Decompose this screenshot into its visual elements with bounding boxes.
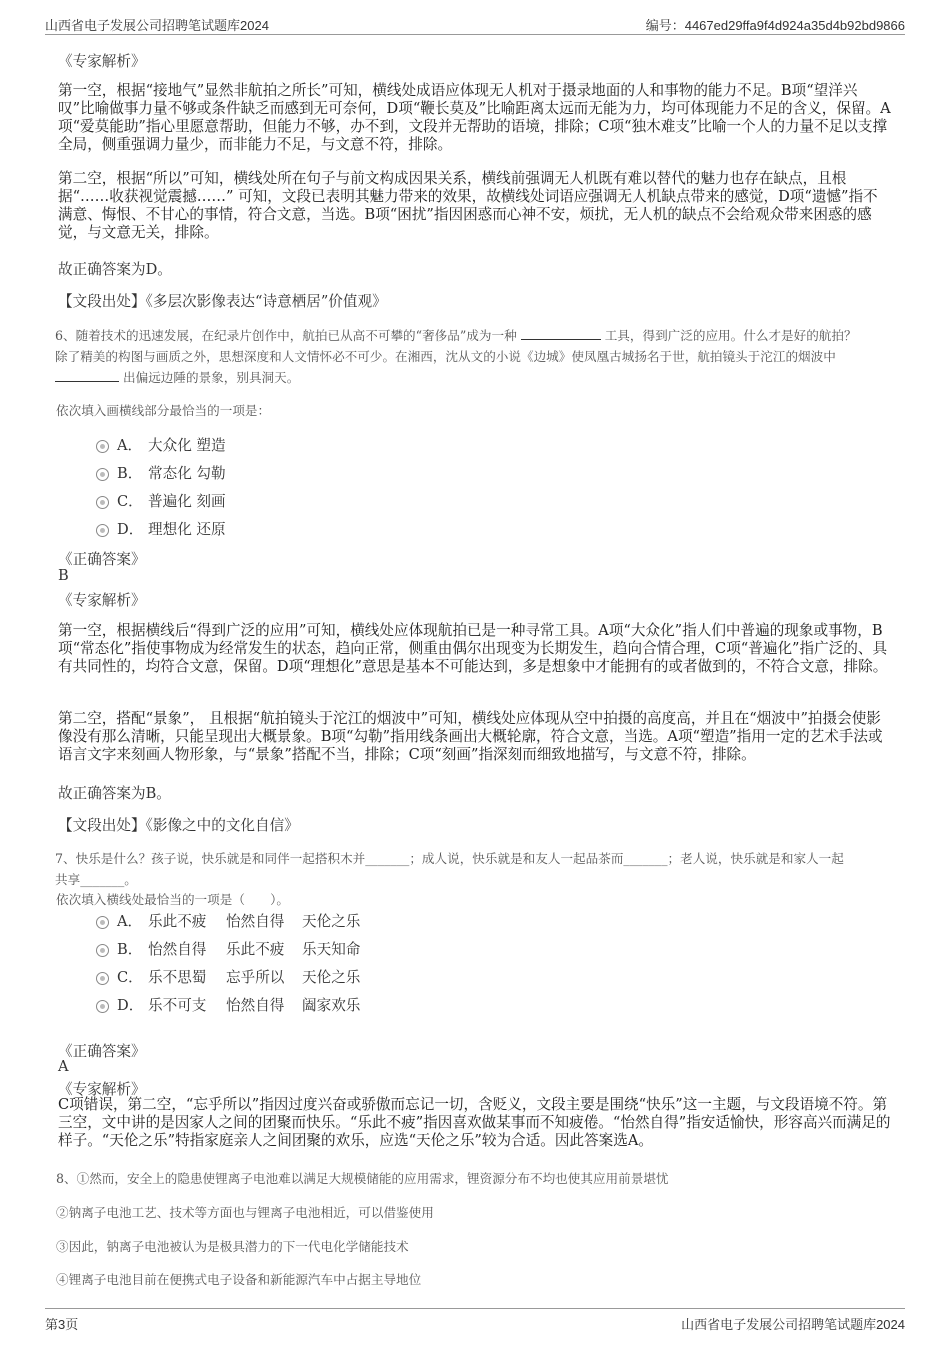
expert-analysis-label: 《专家解析》 [58,1081,146,1098]
radio-button-icon[interactable] [96,944,109,957]
question-instruction: 依次填入画横线部分最恰当的一项是： [56,403,271,418]
correct-answer-statement: 故正确答案为D。 [58,261,172,278]
sentence-4: ④锂离子电池目前在便携式电子设备和新能源汽车中占据主导地位 [56,1272,422,1287]
footer-title: 山西省电子发展公司招聘笔试题库2024 [681,1317,905,1332]
radio-button-icon[interactable] [96,1000,109,1013]
radio-button-icon[interactable] [96,496,109,509]
radio-button-icon[interactable] [96,468,109,481]
radio-button-icon[interactable] [96,524,109,537]
correct-answer-statement: 故正确答案为B。 [58,785,171,802]
correct-answer-value: B [58,567,69,584]
question-8-stem: 8、①然而，安全上的隐患使锂离子电池难以满足大规模储能的应用需求，锂资源分布不均也使其应用前景堪忧 [56,1171,669,1186]
page-header [45,12,905,35]
header-doc-id: 编号：4467ed29ffa9f4d924a35d4b92bd9866 [645,18,905,33]
expert-analysis-label: 《专家解析》 [58,592,146,609]
analysis-paragraph: C项错误，第二空，“忘乎所以”指因过度兴奋或骄傲而忘记一切，含贬义，文段主要是围绕“快乐”这一主题，与文段语境不符。第三空，文中讲的是因家人之间的团聚而快乐。“乐此不疲”指因喜欢做某事而不知疲倦。“怡然自得”指安适愉快，形容高兴而满足的样子。“天伦之乐”特指家庭亲人之间团聚的欢乐，应选“天伦之乐”较为合适。因此答案选A。 [58,1096,891,1149]
analysis-paragraph: 第一空，根据横线后“得到广泛的应用”可知，横线处应体现航拍已是一种寻常工具。A项“大众化”指人们中普遍的现象或事物，B项“常态化”指使事物成为经常发生的状态，趋向正常，侧重由偶尔出现变为长期发生，趋向合情合理，C项“普遍化”指广泛的、具有共同性的，均符合文意，保留。D项“理想化”意思是基本不可能达到，多是想象中才能拥有的或者做到的，不符合文意，排除。 [58,622,888,675]
question-7-stem: 7、快乐是什么？孩子说，快乐就是和同伴一起搭积木并_______；成人说，快乐就是和友人一起品茶而_______；老人说，快乐就是和家人一起 共享_______。 [55,851,844,887]
sentence-3: ③因此，钠离子电池被认为是极具潜力的下一代电化学储能技术 [56,1239,409,1254]
correct-answer-value: A [58,1058,69,1075]
radio-button-icon[interactable] [96,440,109,453]
question-instruction: 依次填入横线处最恰当的一项是（ ）。 [56,892,289,907]
question-6-stem: 6、随着技术的迅速发展，在纪录片创作中，航拍已从高不可攀的“奢侈品”成为一种 工具，得到广泛的应用。什么才是好的航拍？ 除了精美的构图与画质之外，思想深度和人文情怀必不可少。在湘西，沈从文的小说《边城》使凤凰古城扬名于世，航拍镜头于沱江的烟波中 出偏远边陲的景象，别具洞天。 [55,328,857,385]
analysis-paragraph: 第一空，根据“接地气”显然非航拍之所长”可知，横线处成语应体现无人机对于摄录地面的人和事物的能力不足。B项“望洋兴叹”比喻做事力量不够或条件缺乏而感到无可奈何，D项“鞭长莫及”比喻距离太远而无能为力，均可体现能力不足的含义，保留。A项“爱莫能助”指心里愿意帮助，但能力不够，办不到，文段并无帮助的语境，排除；C项“独木难支”比喻一个人的力量不足以支撑全局，侧重强调力量少，而非能力不足，与文意不符，排除。 [58,82,891,153]
header-title: 山西省电子发展公司招聘笔试题库2024 [45,18,269,33]
expert-analysis-label: 《专家解析》 [58,53,146,70]
analysis-paragraph: 第二空，搭配“景象”， 且根据“航拍镜头于沱江的烟波中”可知，横线处应体现从空中拍摄的高度高，并且在“烟波中”拍摄会使影像没有那么清晰，只能呈现出大概景象。B项“勾勒”指用线条画出大概轮廓，符合文意，当选。A项“塑造”指用一定的艺术手法或语言文字来刻画人物形象，与“景象”搭配不当，排除；C项“刻画”指深刻而细致地描写，与文意不符，排除。 [58,710,883,763]
radio-button-icon[interactable] [96,916,109,929]
page-footer [45,1308,905,1333]
correct-answer-label: 《正确答案》 [58,551,146,568]
correct-answer-label: 《正确答案》 [58,1043,146,1060]
text-source: 【文段出处】《多层次影像表达“诗意栖居”价值观》 [58,293,387,310]
analysis-paragraph: 第二空，根据“所以”可知，横线处所在句子与前文构成因果关系，横线前强调无人机既有难以替代的魅力也存在缺点，且根据“……收获视觉震撼……” 可知，文段已表明其魅力带来的效果，故横线处词语应强调无人机缺点带来的感觉，D项“遗憾”指不满意、悔恨、不甘心的事情，符合文意，当选。B项“困扰”指因困惑而心神不安，烦扰，无人机的缺点不会给观众带来困惑的感觉，与文意无关，排除。 [58,170,878,241]
sentence-2: ②钠离子电池工艺、技术等方面也与锂离子电池相近，可以借鉴使用 [56,1205,434,1220]
page-number: 第3页 [45,1317,79,1332]
radio-button-icon[interactable] [96,972,109,985]
text-source: 【文段出处】《影像之中的文化自信》 [58,817,299,834]
